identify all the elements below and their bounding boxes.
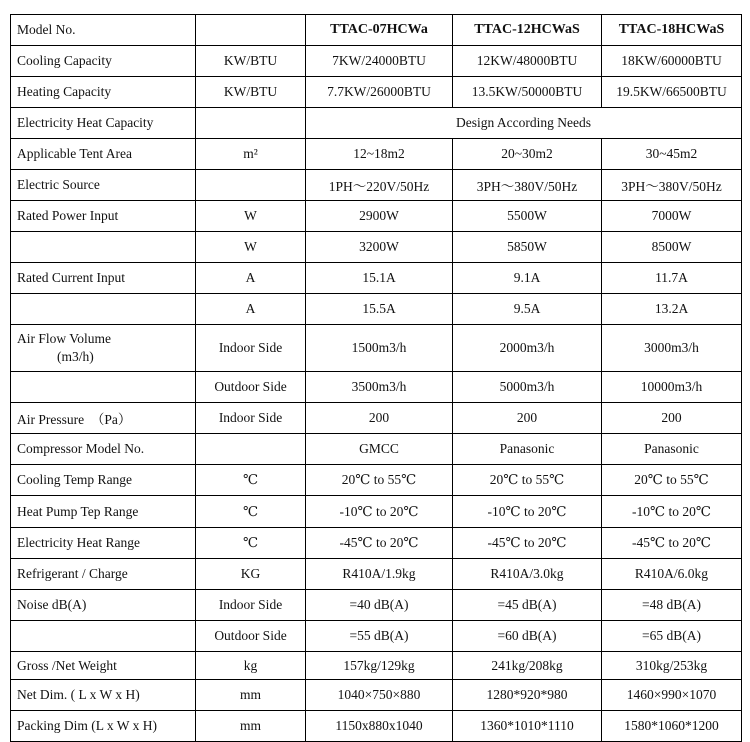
row-value: GMCC <box>306 434 453 465</box>
row-label: Compressor Model No. <box>11 434 196 465</box>
row-label: Cooling Temp Range <box>11 465 196 496</box>
row-value: =40 dB(A) <box>306 590 453 621</box>
row-label: Refrigerant / Charge <box>11 559 196 590</box>
row-value: 200 <box>453 403 602 434</box>
row-label: Electricity Heat Capacity <box>11 108 196 139</box>
header-unit-cell <box>196 15 306 46</box>
row-label: Electric Source <box>11 170 196 201</box>
row-value: 5500W <box>453 201 602 232</box>
row-value: R410A/6.0kg <box>602 559 742 590</box>
row-value: 200 <box>306 403 453 434</box>
row-value: 3200W <box>306 232 453 263</box>
row-value: -10℃ to 20℃ <box>306 496 453 528</box>
row-value: =65 dB(A) <box>602 621 742 652</box>
row-unit: Outdoor Side <box>196 621 306 652</box>
row-unit: ℃ <box>196 465 306 496</box>
table-row <box>11 201 742 232</box>
table-row <box>11 108 742 139</box>
row-unit: KW/BTU <box>196 46 306 77</box>
row-unit: Indoor Side <box>196 325 306 372</box>
row-value: -10℃ to 20℃ <box>453 496 602 528</box>
table-row <box>11 294 742 325</box>
row-label: Rated Power Input <box>11 201 196 232</box>
table-row <box>11 680 742 711</box>
table-header-row <box>11 15 742 46</box>
row-value: 3000m3/h <box>602 325 742 372</box>
row-label: Cooling Capacity <box>11 46 196 77</box>
row-label: Rated Current Input <box>11 263 196 294</box>
header-model-3: TTAC-18HCWaS <box>602 15 742 46</box>
row-unit: KG <box>196 559 306 590</box>
row-value: 5000m3/h <box>453 372 602 403</box>
row-unit: mm <box>196 680 306 711</box>
row-unit: ℃ <box>196 496 306 528</box>
table-row <box>11 372 742 403</box>
row-value: 12KW/48000BTU <box>453 46 602 77</box>
table-row <box>11 170 742 201</box>
row-value: 9.1A <box>453 263 602 294</box>
row-label: Heating Capacity <box>11 77 196 108</box>
row-value: 1500m3/h <box>306 325 453 372</box>
row-value: 11.7A <box>602 263 742 294</box>
row-value: 9.5A <box>453 294 602 325</box>
row-value: 1460×990×1070 <box>602 680 742 711</box>
table-row <box>11 139 742 170</box>
row-label <box>11 294 196 325</box>
row-value: 19.5KW/66500BTU <box>602 77 742 108</box>
row-value: 20℃ to 55℃ <box>453 465 602 496</box>
row-value: R410A/1.9kg <box>306 559 453 590</box>
row-value: 10000m3/h <box>602 372 742 403</box>
row-value: 3PH～380V/50Hz <box>602 170 742 201</box>
row-label: Packing Dim (L x W x H) <box>11 711 196 742</box>
spec-table <box>10 14 742 742</box>
row-value: 1150x880x1040 <box>306 711 453 742</box>
row-label <box>11 621 196 652</box>
row-label <box>11 372 196 403</box>
row-value: 18KW/60000BTU <box>602 46 742 77</box>
row-value: 12~18m2 <box>306 139 453 170</box>
row-value: 20℃ to 55℃ <box>306 465 453 496</box>
row-unit <box>196 434 306 465</box>
row-unit: W <box>196 201 306 232</box>
row-value: 200 <box>602 403 742 434</box>
table-row <box>11 46 742 77</box>
row-label: Net Dim. ( L x W x H) <box>11 680 196 711</box>
row-value: 20℃ to 55℃ <box>602 465 742 496</box>
row-value: 7KW/24000BTU <box>306 46 453 77</box>
row-unit: Indoor Side <box>196 590 306 621</box>
table-row <box>11 559 742 590</box>
row-label-line1: Air Flow Volume <box>17 331 112 346</box>
row-unit: m² <box>196 139 306 170</box>
row-label: Heat Pump Tep Range <box>11 496 196 528</box>
row-label-line2: (m3/h) <box>57 349 94 364</box>
row-unit: Indoor Side <box>196 403 306 434</box>
row-value: =60 dB(A) <box>453 621 602 652</box>
row-value: -45℃ to 20℃ <box>602 528 742 559</box>
row-unit: Outdoor Side <box>196 372 306 403</box>
row-value: 1360*1010*1110 <box>453 711 602 742</box>
table-row <box>11 590 742 621</box>
row-value: 13.5KW/50000BTU <box>453 77 602 108</box>
row-unit: A <box>196 263 306 294</box>
row-label: Applicable Tent Area <box>11 139 196 170</box>
row-value: -45℃ to 20℃ <box>306 528 453 559</box>
row-value: 5850W <box>453 232 602 263</box>
row-value: R410A/3.0kg <box>453 559 602 590</box>
row-label: Air Pressure （Pa） <box>11 403 196 434</box>
row-label <box>11 232 196 263</box>
row-value: 7000W <box>602 201 742 232</box>
row-value: -45℃ to 20℃ <box>453 528 602 559</box>
table-row <box>11 465 742 496</box>
row-label: Electricity Heat Range <box>11 528 196 559</box>
table-row <box>11 528 742 559</box>
table-row <box>11 325 742 372</box>
row-value: 13.2A <box>602 294 742 325</box>
table-row <box>11 232 742 263</box>
row-value: 2000m3/h <box>453 325 602 372</box>
row-unit: kg <box>196 652 306 680</box>
row-unit: KW/BTU <box>196 77 306 108</box>
row-value: 1PH～220V/50Hz <box>306 170 453 201</box>
row-unit: ℃ <box>196 528 306 559</box>
row-label: Gross /Net Weight <box>11 652 196 680</box>
row-value: 157kg/129kg <box>306 652 453 680</box>
row-value: 15.5A <box>306 294 453 325</box>
table-row <box>11 263 742 294</box>
table-row <box>11 621 742 652</box>
header-model-1: TTAC-07HCWa <box>306 15 453 46</box>
table-row <box>11 652 742 680</box>
row-value: 310kg/253kg <box>602 652 742 680</box>
row-value: 8500W <box>602 232 742 263</box>
table-row <box>11 711 742 742</box>
row-value: 3500m3/h <box>306 372 453 403</box>
row-value: 7.7KW/26000BTU <box>306 77 453 108</box>
row-value: 30~45m2 <box>602 139 742 170</box>
row-unit: W <box>196 232 306 263</box>
row-unit <box>196 170 306 201</box>
row-value: =45 dB(A) <box>453 590 602 621</box>
row-label: Noise dB(A) <box>11 590 196 621</box>
row-value: 2900W <box>306 201 453 232</box>
row-value: 241kg/208kg <box>453 652 602 680</box>
row-value: 3PH～380V/50Hz <box>453 170 602 201</box>
row-value: 1580*1060*1200 <box>602 711 742 742</box>
row-label <box>11 325 196 372</box>
row-unit: A <box>196 294 306 325</box>
row-span-value: Design According Needs <box>306 108 742 139</box>
table-row <box>11 496 742 528</box>
row-value: 15.1A <box>306 263 453 294</box>
table-row <box>11 403 742 434</box>
table-row <box>11 77 742 108</box>
row-value: -10℃ to 20℃ <box>602 496 742 528</box>
row-value: 1040×750×880 <box>306 680 453 711</box>
row-unit: mm <box>196 711 306 742</box>
row-value: Panasonic <box>453 434 602 465</box>
header-model-2: TTAC-12HCWaS <box>453 15 602 46</box>
header-label-cell: Model No. <box>11 15 196 46</box>
table-row <box>11 434 742 465</box>
row-value: 1280*920*980 <box>453 680 602 711</box>
row-value: 20~30m2 <box>453 139 602 170</box>
row-value: =48 dB(A) <box>602 590 742 621</box>
row-value: =55 dB(A) <box>306 621 453 652</box>
row-value: Panasonic <box>602 434 742 465</box>
row-unit <box>196 108 306 139</box>
